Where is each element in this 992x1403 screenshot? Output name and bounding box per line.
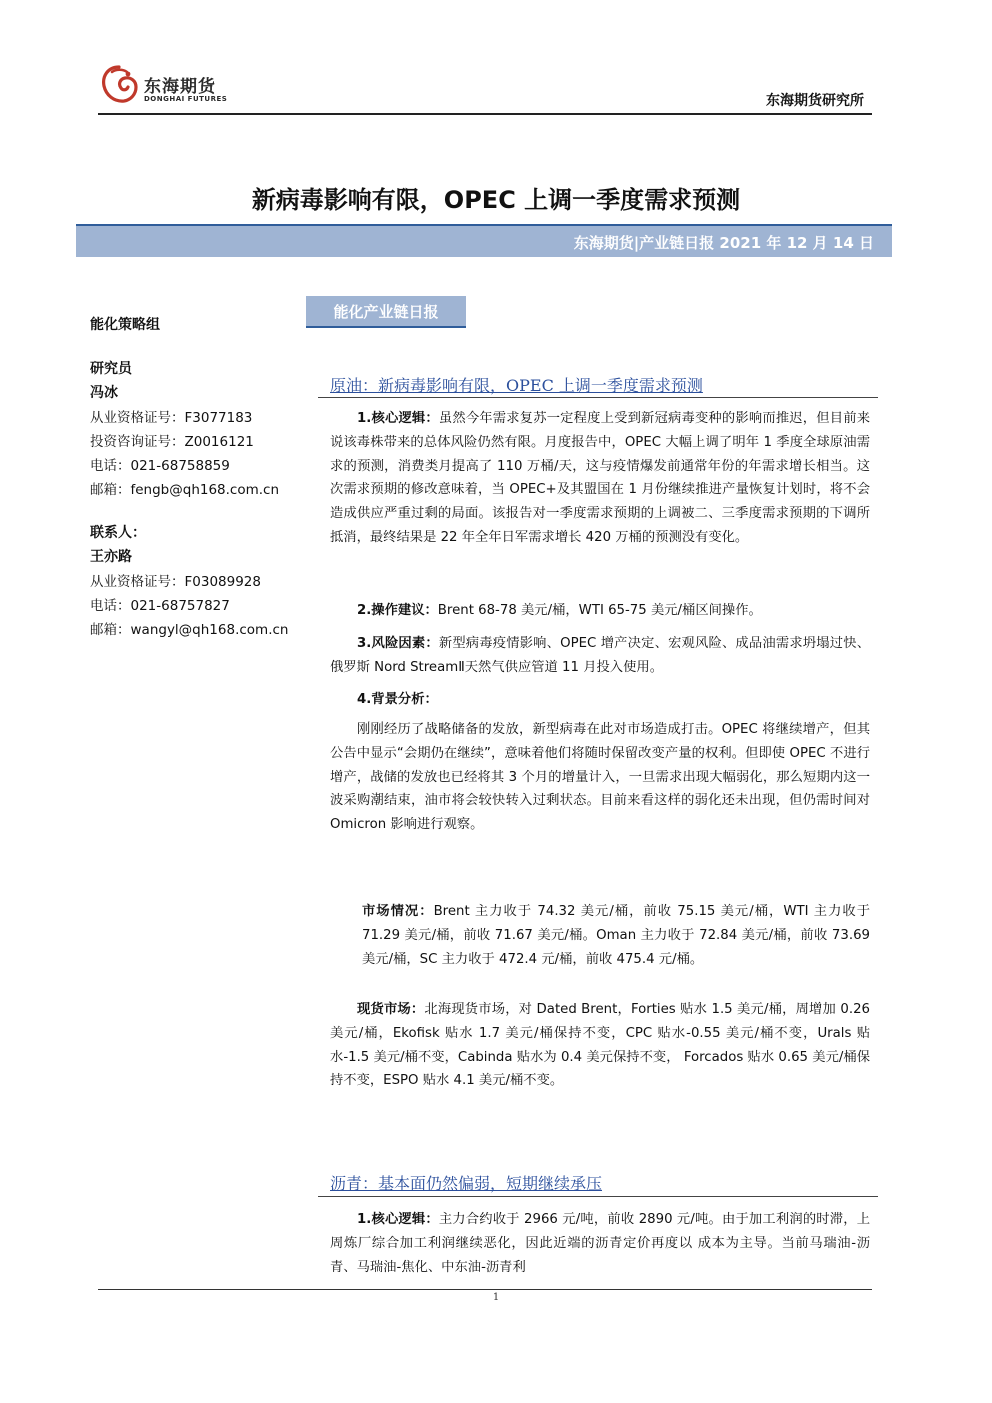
- contact-name: 王亦路: [90, 549, 132, 565]
- crude-suggestion: [330, 599, 870, 623]
- crude-spot-text: 北海现货市场，对 Dated Brent，Forties 贴水 1.5 美元/桶，周增加 0.26 美元/桶，Ekofisk 贴水 1.7 美元/桶保持不变，CPC 贴水-0.55 美元/桶不变，Urals 贴水-1.5 美元/桶不变，Cabinda 贴水为 0.4 美元保持不变， Forcados 贴水 0.65 美元/桶保持不变，ESPO 贴水 4.1 美元/桶不变。: [330, 1002, 871, 1089]
- asphalt-core-logic-text: 主力合约收于 2966 元/吨，前收 2890 元/吨。由于加工利润的时滞，上周炼厂综合加工利润继续恶化，因此近端的沥青定价再度以 成本为主导。当前马瑞油-沥青、马瑞油-焦化、中东油-沥青利: [330, 1212, 870, 1275]
- crude-risk: [330, 632, 870, 680]
- page-number: 1: [492, 1292, 500, 1303]
- crude-market-status: [362, 900, 870, 971]
- crude-heading-divider: [318, 397, 878, 398]
- crude-background-label: 4.背景分析：: [357, 692, 438, 707]
- crude-market-label: 市场情况：: [362, 904, 434, 919]
- researcher-phone: 电话：021-68758859: [90, 458, 230, 474]
- contact-label: 联系人：: [90, 525, 146, 541]
- crude-background-text: 刚刚经历了战略储备的发放，新型病毒在此对市场造成打击。OPEC 将继续增产，但其公告中显示“会期仍在继续”，意味着他们将随时保留改变产量的权利。但即使 OPEC 不进行增产，战储的发放也已经将其 3 个月的增量计入，一旦需求出现大幅弱化，那么短期内这一波采购潮结束，油市将会较快转入过剩状态。目前来看这样的弱化还未出现，但仍需时间对 Omicron 影响进行观察。: [330, 722, 870, 833]
- researcher-email: 邮箱：fengb@qh168.com.cn: [90, 482, 280, 498]
- team-name: 能化策略组: [90, 317, 160, 333]
- crude-spot-label: 现货市场：: [357, 1002, 425, 1017]
- crude-spot-market: [330, 998, 870, 1093]
- contact-qualification: 从业资格证号：F03089928: [90, 574, 261, 590]
- crude-suggestion-text: Brent 68-78 美元/桶，WTI 65-75 美元/桶区间操作。: [437, 603, 762, 618]
- contact-email: 邮箱：wangyl@qh168.com.cn: [90, 622, 289, 638]
- crude-risk-label: 3.风险因素：: [357, 636, 439, 651]
- company-logo: [98, 64, 238, 108]
- logo-english-name: DONGHAI FUTURES: [144, 95, 228, 103]
- crude-background: [330, 688, 870, 712]
- report-date: 东海期货|产业链日报 2021 年 12 月 14 日: [573, 234, 874, 252]
- asphalt-heading-divider: [318, 1196, 878, 1197]
- researcher-consulting-id: 投资咨询证号：Z0016121: [90, 434, 254, 450]
- crude-core-logic-label: 1.核心逻辑：: [357, 411, 439, 426]
- crude-risk-text: 新型病毒疫情影响、OPEC 增产决定、宏观风险、成品油需求坍塌过快、俄罗斯 Nord StreamⅡ天然气供应管道 11 月投入使用。: [330, 636, 870, 675]
- institute-name: 东海期货研究所: [766, 93, 864, 109]
- header-divider: [98, 113, 872, 115]
- footer-divider: [98, 1289, 872, 1290]
- report-title: 新病毒影响有限，OPEC 上调一季度需求预测: [251, 186, 741, 214]
- crude-suggestion-label: 2.操作建议：: [357, 603, 438, 618]
- date-banner: [76, 224, 892, 257]
- asphalt-heading[interactable]: 沥青：基本面仍然偏弱，短期继续承压: [330, 1174, 603, 1193]
- crude-market-text: Brent 主力收于 74.32 美元/桶，前收 75.15 美元/桶，WTI 主力收于 71.29 美元/桶，前收 71.67 美元/桶。Oman 主力收于 72.84 美元/桶，前收 73.69 美元/桶，SC 主力收于 472.4 元/桶，前收 475.4 元/桶。: [362, 904, 871, 967]
- contact-phone: 电话：021-68757827: [90, 598, 230, 614]
- logo-chinese-name: 东海期货: [144, 77, 216, 97]
- dragon-logo-icon: [98, 64, 140, 106]
- researcher-label: 研究员: [90, 361, 132, 377]
- crude-heading[interactable]: 原油：新病毒影响有限，OPEC 上调一季度需求预测: [330, 376, 703, 395]
- asphalt-core-logic: [330, 1208, 870, 1279]
- researcher-name: 冯冰: [90, 385, 118, 401]
- crude-core-logic-text: 虽然今年需求复苏一定程度上受到新冠病毒变种的影响而推迟，但目前来说该毒株带来的总体风险仍然有限。月度报告中，OPEC 大幅上调了明年 1 季度全球原油需求的预测，消费类月提高了 110 万桶/天，这与疫情爆发前通常年份的年需求增长相当。这次需求预期的修改意味着，当 OPEC+及其盟国在 1 月份继续推进产量恢复计划时，将不会造成供应严重过剩的局面。该报告对一季度需求预期的上调被二、三季度需求预期的下调所抵消，最终结果是 22 年全年日军需求增长 420 万桶的预测没有变化。: [330, 411, 870, 545]
- asphalt-core-logic-label: 1.核心逻辑：: [357, 1212, 439, 1227]
- section-tag: 能化产业链日报: [306, 296, 466, 328]
- researcher-qualification: 从业资格证号：F3077183: [90, 410, 253, 426]
- crude-core-logic: [330, 407, 870, 550]
